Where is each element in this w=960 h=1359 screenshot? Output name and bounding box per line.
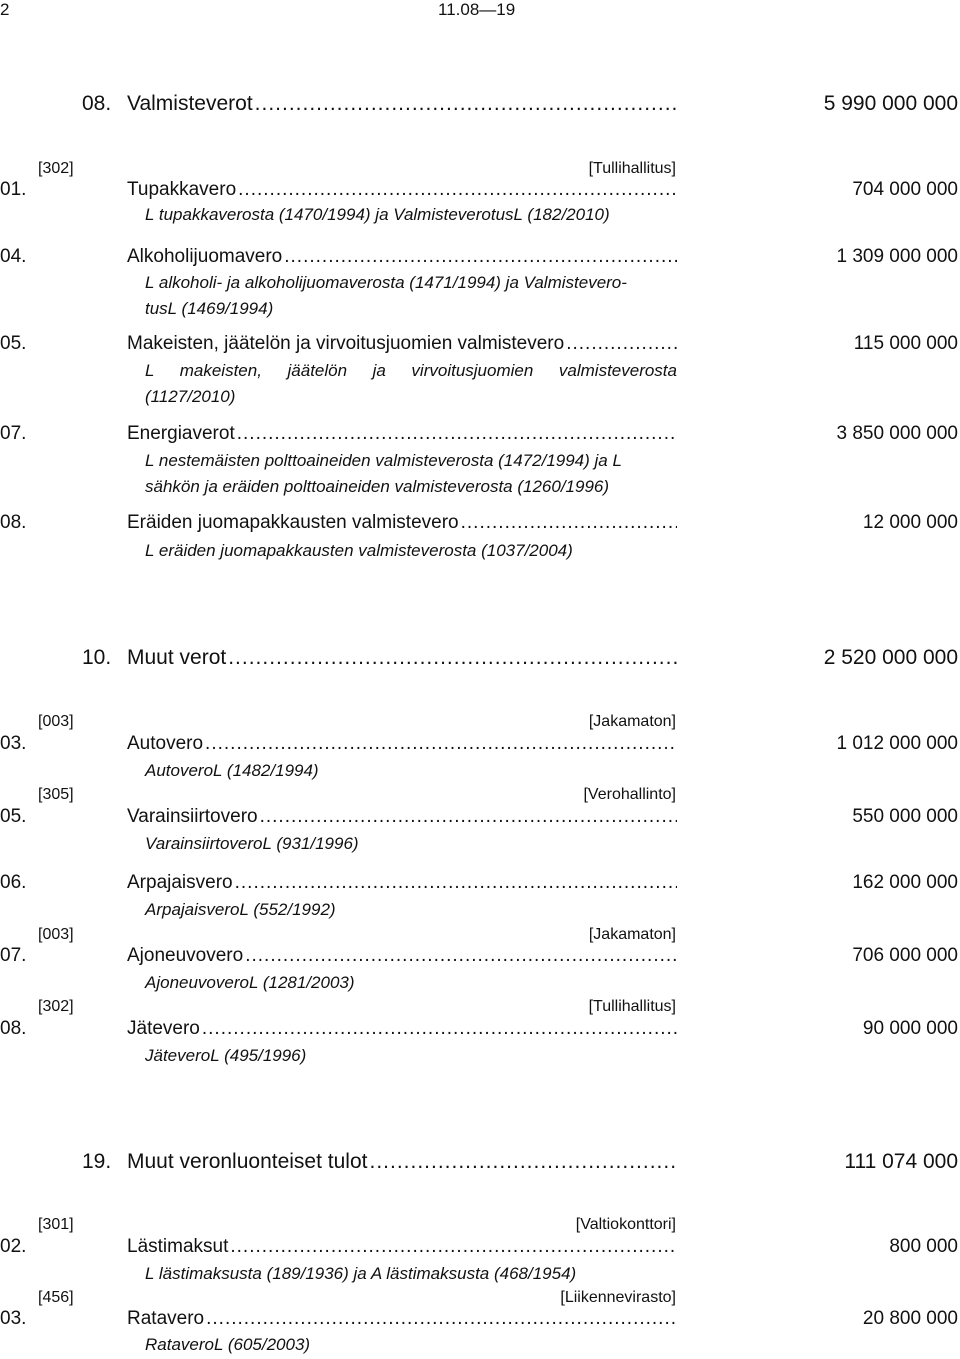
- account-code: [302]: [38, 160, 74, 177]
- section-amount: 111 074 000: [844, 1150, 958, 1173]
- item-title: Alkoholijuomavero: [127, 246, 283, 267]
- section-amount: 5 990 000 000: [823, 92, 958, 115]
- leader-dots: [235, 872, 677, 894]
- agency-label: [Jakamaton]: [588, 926, 676, 943]
- leader-dots: [206, 1308, 677, 1330]
- item-amount: 550 000 000: [852, 806, 958, 827]
- account-code: [003]: [38, 713, 74, 730]
- section-number: 10.: [82, 646, 112, 669]
- leader-dots: [566, 333, 677, 355]
- legal-reference: ArpajaisveroL (552/1992): [145, 900, 336, 919]
- agency-label: [Liikennevirasto]: [560, 1289, 676, 1306]
- item-number: 07.: [0, 945, 27, 966]
- leader-dots: [255, 92, 677, 116]
- leader-dots: [202, 1018, 677, 1040]
- item-amount: 12 000 000: [862, 512, 958, 533]
- section-title: Muut verot: [127, 646, 227, 669]
- legal-reference: L alkoholi- ja alkoholijuomaverosta (1471/1994) ja Valmistevero- tusL (1469/1994): [145, 273, 627, 318]
- item-row: [0, 512, 958, 536]
- item-row: [0, 1236, 958, 1260]
- item-row: [0, 423, 958, 447]
- leader-dots: [260, 806, 677, 828]
- leader-dots: [205, 733, 677, 755]
- leader-dots: [230, 1236, 677, 1258]
- account-code: [003]: [38, 926, 74, 943]
- legal-reference: L eräiden juomapakkausten valmisteverosta (1037/2004): [145, 541, 573, 560]
- item-row: [0, 872, 958, 896]
- section-heading-valmisteverot: [0, 92, 958, 118]
- item-number: 08.: [0, 512, 27, 533]
- item-number: 02.: [0, 1236, 27, 1257]
- item-row: [0, 733, 958, 757]
- item-title: Energiaverot: [127, 423, 235, 444]
- item-number: 04.: [0, 246, 27, 267]
- leader-dots: [237, 423, 677, 445]
- leader-dots: [228, 646, 677, 670]
- agency-label: [Verohallinto]: [583, 786, 676, 803]
- legal-reference: L makeisten, jäätelön ja virvoitusjuomien valmisteverosta (1127/2010): [145, 361, 677, 406]
- item-row: [0, 806, 958, 830]
- item-title: Varainsiirtovero: [127, 806, 258, 827]
- item-row: [0, 945, 958, 969]
- item-row: [0, 179, 958, 203]
- item-title: Lästimaksut: [127, 1236, 229, 1257]
- page-number: 2: [0, 0, 10, 19]
- item-amount: 1 309 000 000: [836, 246, 958, 267]
- item-row: [0, 333, 958, 357]
- item-title: Ratavero: [127, 1308, 205, 1329]
- item-amount: 20 800 000: [862, 1308, 958, 1329]
- section-number: 08.: [82, 92, 112, 115]
- item-amount: 3 850 000 000: [836, 423, 958, 444]
- section-heading-muut-veronluonteiset-tulot: [0, 1150, 958, 1176]
- item-number: 01.: [0, 179, 27, 200]
- item-title: Ajoneuvovero: [127, 945, 244, 966]
- item-amount: 115 000 000: [853, 333, 958, 354]
- legal-reference: L lästimaksusta (189/1936) ja A lästimaksusta (468/1954): [145, 1264, 577, 1283]
- legal-reference: AutoveroL (1482/1994): [145, 761, 319, 780]
- leader-dots: [369, 1150, 677, 1174]
- item-title: Autovero: [127, 733, 204, 754]
- item-title: Arpajaisvero: [127, 872, 233, 893]
- document-reference: 11.08—19: [438, 0, 516, 19]
- agency-label: [Valtiokonttori]: [575, 1216, 676, 1233]
- item-title: Tupakkavero: [127, 179, 237, 200]
- item-amount: 90 000 000: [862, 1018, 958, 1039]
- item-number: 03.: [0, 1308, 27, 1329]
- leader-dots: [238, 179, 677, 201]
- section-amount: 2 520 000 000: [823, 646, 958, 669]
- legal-reference: L nestemäisten polttoaineiden valmisteverosta (1472/1994) ja L sähkön ja eräiden polttoaineiden valmisteverosta (1260/1996): [145, 451, 622, 496]
- item-row: [0, 1018, 958, 1042]
- legal-reference: JäteveroL (495/1996): [145, 1046, 307, 1065]
- legal-reference: L tupakkaverosta (1470/1994) ja ValmisteverotusL (182/2010): [145, 205, 610, 224]
- agency-label: [Tullihallitus]: [588, 998, 676, 1015]
- section-number: 19.: [82, 1150, 112, 1173]
- leader-dots: [284, 246, 677, 268]
- item-row: [0, 246, 958, 270]
- account-code: [301]: [38, 1216, 74, 1233]
- leader-dots: [461, 512, 677, 534]
- agency-label: [Jakamaton]: [588, 713, 676, 730]
- item-number: 08.: [0, 1018, 27, 1039]
- item-amount: 800 000: [889, 1236, 958, 1257]
- item-title: Eräiden juomapakkausten valmistevero: [127, 512, 459, 533]
- item-number: 05.: [0, 333, 27, 354]
- leader-dots: [245, 945, 677, 967]
- item-row: [0, 1308, 958, 1332]
- item-title: Jätevero: [127, 1018, 200, 1039]
- account-code: [305]: [38, 786, 74, 803]
- item-amount: 704 000 000: [852, 179, 958, 200]
- item-number: 05.: [0, 806, 27, 827]
- item-amount: 1 012 000 000: [836, 733, 958, 754]
- item-number: 07.: [0, 423, 27, 444]
- item-amount: 162 000 000: [852, 872, 958, 893]
- item-amount: 706 000 000: [852, 945, 958, 966]
- legal-reference: VarainsiirtoveroL (931/1996): [145, 834, 359, 853]
- section-title: Valmisteverot: [127, 92, 253, 115]
- section-title: Muut veronluonteiset tulot: [127, 1150, 368, 1173]
- legal-reference: RataveroL (605/2003): [145, 1335, 311, 1354]
- section-heading-muut-verot: [0, 646, 958, 672]
- account-code: [456]: [38, 1289, 74, 1306]
- agency-label: [Tullihallitus]: [588, 160, 676, 177]
- account-code: [302]: [38, 998, 74, 1015]
- item-title: Makeisten, jäätelön ja virvoitusjuomien valmistevero: [127, 333, 565, 354]
- item-number: 06.: [0, 872, 27, 893]
- item-number: 03.: [0, 733, 27, 754]
- legal-reference: AjoneuvoveroL (1281/2003): [145, 973, 355, 992]
